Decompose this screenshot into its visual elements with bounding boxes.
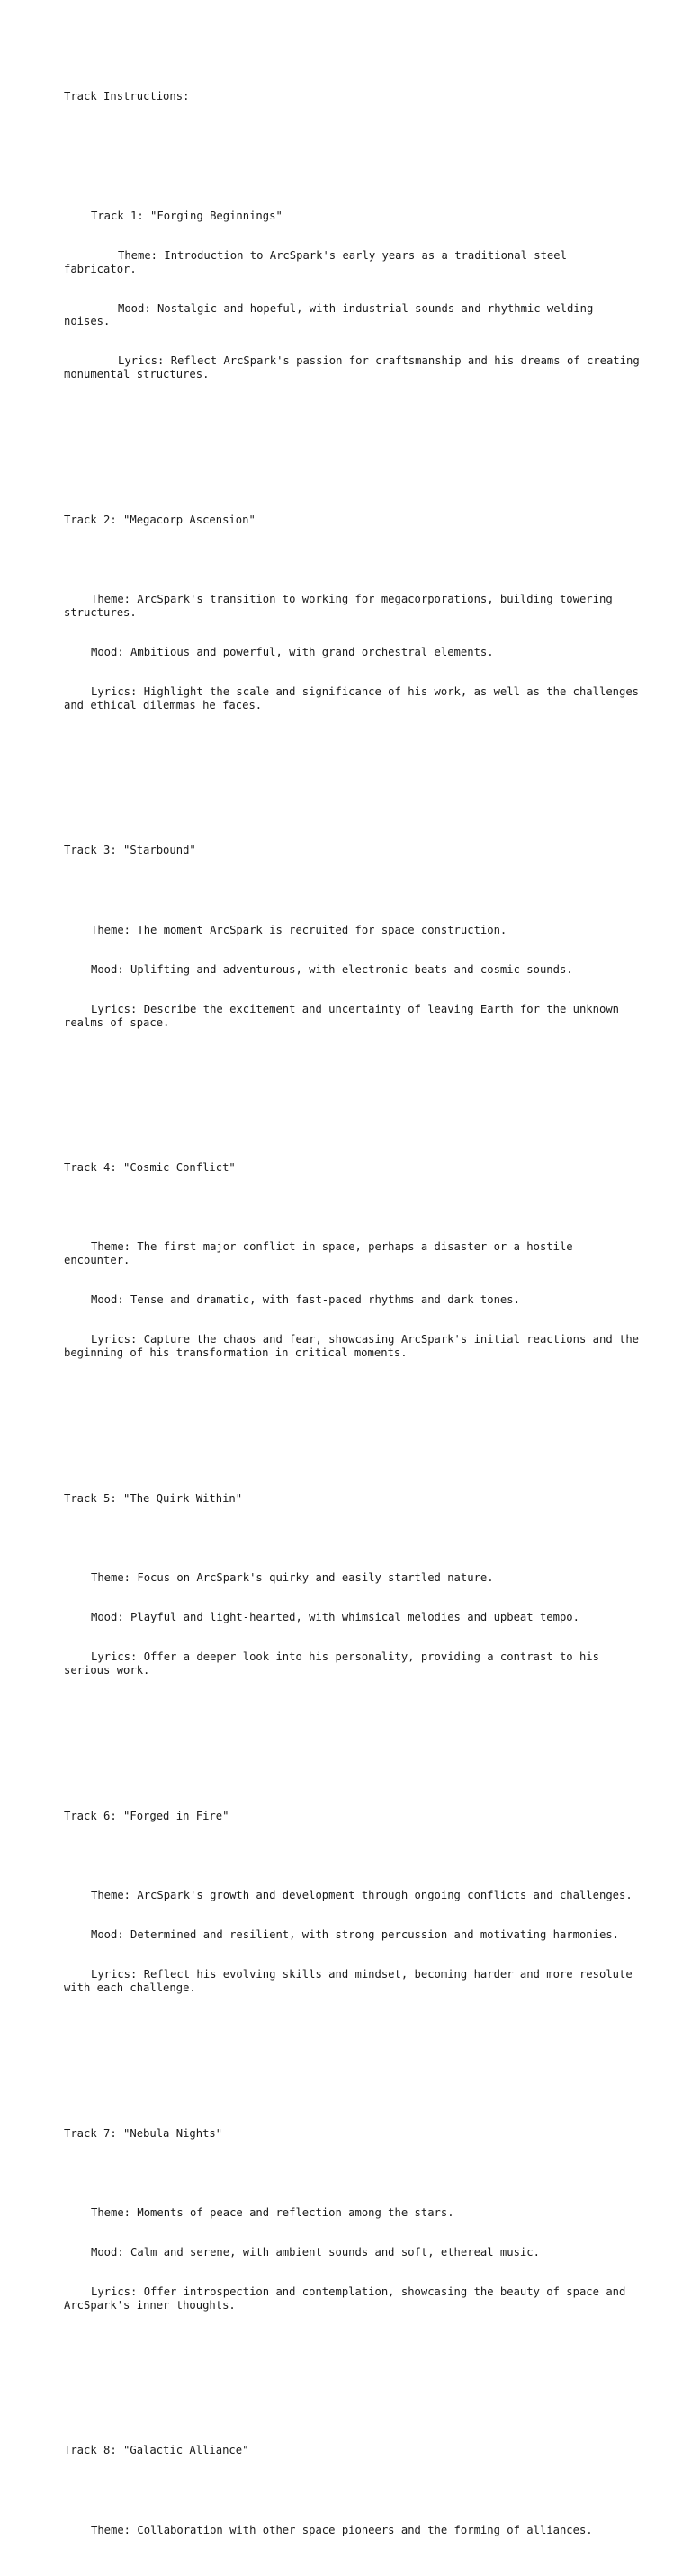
track-1-section <box>64 183 647 407</box>
track-4-title: Track 4: "Cosmic Conflict" <box>64 1161 236 1175</box>
spacer <box>64 884 640 898</box>
track-1-title: Track 1: "Forging Beginnings" <box>91 209 283 222</box>
spacer <box>64 2047 640 2061</box>
document-heading: Track Instructions: <box>64 90 190 103</box>
spacer <box>64 130 640 144</box>
track-7-mood: Mood: Calm and serene, with ambient sounds and soft, ethereal music. <box>91 2245 540 2258</box>
spacer <box>64 1849 640 1863</box>
track-6-mood: Mood: Determined and resilient, with strong percussion and motivating harmonies. <box>91 1928 619 1941</box>
track-1-mood: Mood: Nostalgic and hopeful, with industrial sounds and rhythmic welding noises. <box>64 301 600 328</box>
track-7-title: Track 7: "Nebula Nights" <box>64 2126 223 2140</box>
track-5-lyrics: Lyrics: Offer a deeper look into his personality, providing a contrast to his serious work. <box>64 1650 606 1677</box>
track-2-title: Track 2: "Megacorp Ascension" <box>64 513 256 526</box>
track-6-section <box>64 1783 640 2021</box>
track-2-section <box>64 487 646 738</box>
spacer <box>64 1201 640 1214</box>
track-3-section <box>64 818 640 1056</box>
track-6-lyrics: Lyrics: Reflect his evolving skills and mindset, becoming harder and more resolute with each challenge. <box>64 1968 640 1994</box>
spacer <box>64 1082 640 1096</box>
track-1-theme: Theme: Introduction to ArcSpark's early years as a traditional steel fabricator. <box>64 248 574 275</box>
track-8-theme: Theme: Collaboration with other space pioneers and the forming of alliances. <box>91 2523 593 2536</box>
spacer <box>64 434 640 448</box>
track-1-lyrics: Lyrics: Reflect ArcSpark's passion for craftsmanship and his dreams of creating monumental structures. <box>64 354 647 381</box>
spacer <box>64 1730 640 1743</box>
track-3-theme: Theme: The moment ArcSpark is recruited for space construction. <box>91 923 507 936</box>
track-5-section <box>64 1465 640 1704</box>
track-7-theme: Theme: Moments of peace and reflection among the stars. <box>91 2205 454 2219</box>
track-6-title: Track 6: "Forged in Fire" <box>64 1809 229 1822</box>
track-3-lyrics: Lyrics: Describe the excitement and uncertainty of leaving Earth for the unknown realms of space. <box>64 1002 626 1029</box>
track-8-title: Track 8: "Galactic Alliance" <box>64 2444 249 2457</box>
track-3-title: Track 3: "Starbound" <box>64 844 196 857</box>
spacer <box>64 2167 640 2180</box>
track-4-mood: Mood: Tense and dramatic, with fast-paced rhythms and dark tones. <box>91 1293 520 1307</box>
track-6-theme: Theme: ArcSpark's growth and development through ongoing conflicts and challenges. <box>91 1888 633 1901</box>
track-3-mood: Mood: Uplifting and adventurous, with electronic beats and cosmic sounds. <box>91 962 573 976</box>
track-4-lyrics: Lyrics: Capture the chaos and fear, showcasing ArcSpark's initial reactions and the beginning of his transformation in critical moments. <box>64 1333 646 1360</box>
track-7-section <box>64 2100 640 2339</box>
track-4-theme: Theme: The first major conflict in space, perhaps a disaster or a hostile encounter. <box>64 1240 579 1267</box>
track-2-theme: Theme: ArcSpark's transition to working for megacorporations, building towering structures. <box>64 593 620 619</box>
spacer <box>64 765 640 778</box>
spacer <box>64 2365 640 2378</box>
track-2-lyrics: Lyrics: Highlight the scale and significance of his work, as well as the challenges and ethical dilemmas he faces. <box>64 685 646 711</box>
track-5-theme: Theme: Focus on ArcSpark's quirky and easily startled nature. <box>91 1571 494 1585</box>
track-2-mood: Mood: Ambitious and powerful, with grand orchestral elements. <box>91 645 494 658</box>
spacer <box>64 2483 640 2497</box>
track-4-section <box>64 1135 646 1386</box>
track-5-title: Track 5: "The Quirk Within" <box>64 1491 243 1505</box>
spacer <box>64 553 640 567</box>
spacer <box>64 1532 640 1545</box>
spacer <box>64 1413 640 1427</box>
track-5-mood: Mood: Playful and light-hearted, with whimsical melodies and upbeat tempo. <box>91 1611 579 1624</box>
document-body <box>64 64 647 2576</box>
track-7-lyrics: Lyrics: Offer introspection and contemplation, showcasing the beauty of space and ArcSpark's inner thoughts. <box>64 2285 633 2312</box>
track-8-section <box>64 2418 640 2563</box>
